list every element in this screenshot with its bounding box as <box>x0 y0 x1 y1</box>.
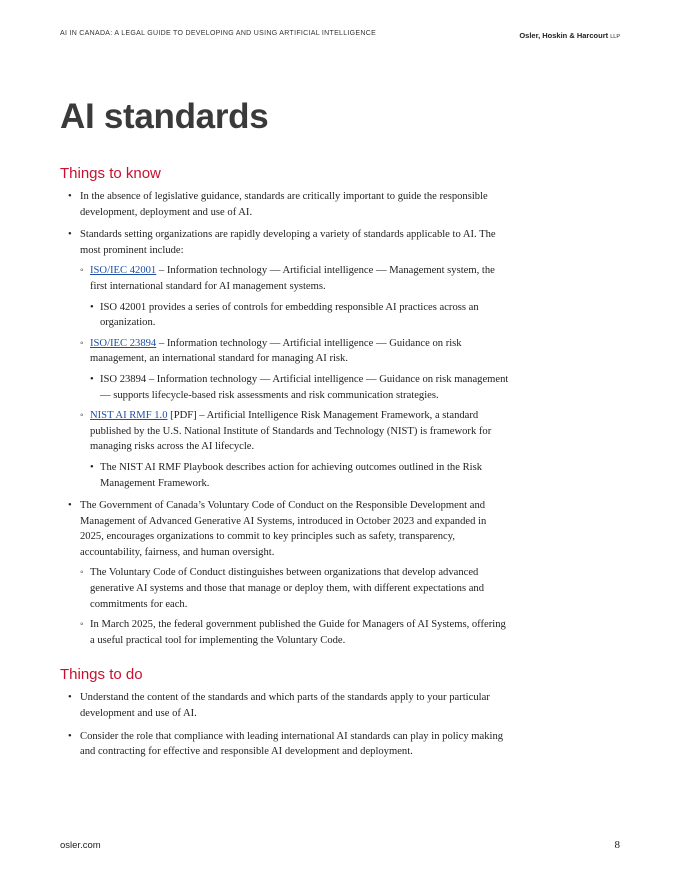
list-item: • Understand the content of the standards and which parts of the standards apply to your particular development and use of AI. <box>60 690 510 721</box>
list-item-text: Standards setting organizations are rapidly developing a variety of standards applicable to AI. The most prominent include: <box>80 229 496 256</box>
list-item <box>60 498 510 648</box>
nested-list-item: • ISO 23894 – Information technology — Artificial intelligence — Guidance on risk management — supports lifecycle-based risk assessments and risk communication strategies. <box>90 372 510 403</box>
document-running-title: AI IN CANADA: A LEGAL GUIDE TO DEVELOPING AND USING ARTIFICIAL INTELLIGENCE <box>60 30 377 37</box>
sublist-item: ◦ The Voluntary Code of Conduct distinguishes between organizations that develop advanced generative AI systems and those that manage or deploy them, with different expectations and commitments for each. <box>80 565 510 612</box>
sublist-item: ◦ In March 2025, the federal government published the Guide for Managers of AI Systems, offering a useful practical tool for implementing the Voluntary Code. <box>80 617 510 648</box>
things-to-do-heading: Things to do <box>60 666 143 684</box>
voluntary-code-sublist <box>80 565 510 648</box>
list-item-text: The Government of Canada’s Voluntary Code of Conduct on the Responsible Development and Management of Advanced Generative AI Systems, introduced in October 2023 and expanded in 2025, encourages organizations to commit to key principles such as safety, transparency, accountability, fairness, and human oversight. <box>80 500 487 558</box>
sublist-item-text: [PDF] – Artificial Intelligence Risk Management Framework, a standard published by the U.S. National Institute of Standards and Technology (NIST) is framework for managing risks across the AI lifecycle. <box>90 410 492 453</box>
iso-42001-link[interactable]: ISO/IEC 42001 <box>90 265 157 277</box>
footer-website: osler.com <box>60 840 101 851</box>
list-item-text: In the absence of legislative guidance, standards are critically important to guide the responsible development, deployment and use of AI. <box>80 191 488 218</box>
page-title: AI standards <box>60 97 269 136</box>
iso-23894-link[interactable]: ISO/IEC 23894 <box>90 337 157 349</box>
firm-logo-text <box>519 31 620 40</box>
standards-sublist <box>80 263 510 491</box>
page-number: 8 <box>614 839 620 851</box>
things-to-do-list <box>60 690 510 759</box>
nist-ai-rmf-link[interactable]: NIST AI RMF 1.0 <box>90 410 168 422</box>
list-item <box>60 227 510 491</box>
sublist-item <box>80 336 510 403</box>
sublist-item <box>80 408 510 491</box>
sublist-item-text: – Information technology — Artificial intelligence — Management system, the first international standard for AI management systems. <box>90 265 495 292</box>
list-item: • Consider the role that compliance with leading international AI standards can play in policy making and contracting for effective and responsible AI development and deployment. <box>60 729 510 760</box>
things-to-know-list <box>60 189 510 648</box>
nested-list <box>90 372 510 403</box>
firm-suffix: LLP <box>610 34 620 40</box>
firm-name: Osler, Hoskin & Harcourt <box>519 31 609 40</box>
nested-list <box>90 300 510 331</box>
sublist-item-text: – Information technology — Artificial intelligence — Guidance on risk management, an international standard for managing AI risk. <box>90 337 462 365</box>
sublist-item <box>80 263 510 330</box>
main-content <box>60 165 510 760</box>
nested-list-item: • ISO 42001 provides a series of controls for embedding responsible AI practices across an organization. <box>90 300 510 331</box>
things-to-know-heading: Things to know <box>60 165 161 182</box>
nested-list <box>90 460 510 491</box>
list-item <box>60 189 510 220</box>
nested-list-item: • The NIST AI RMF Playbook describes action for achieving outcomes outlined in the Risk Management Framework. <box>90 460 510 491</box>
